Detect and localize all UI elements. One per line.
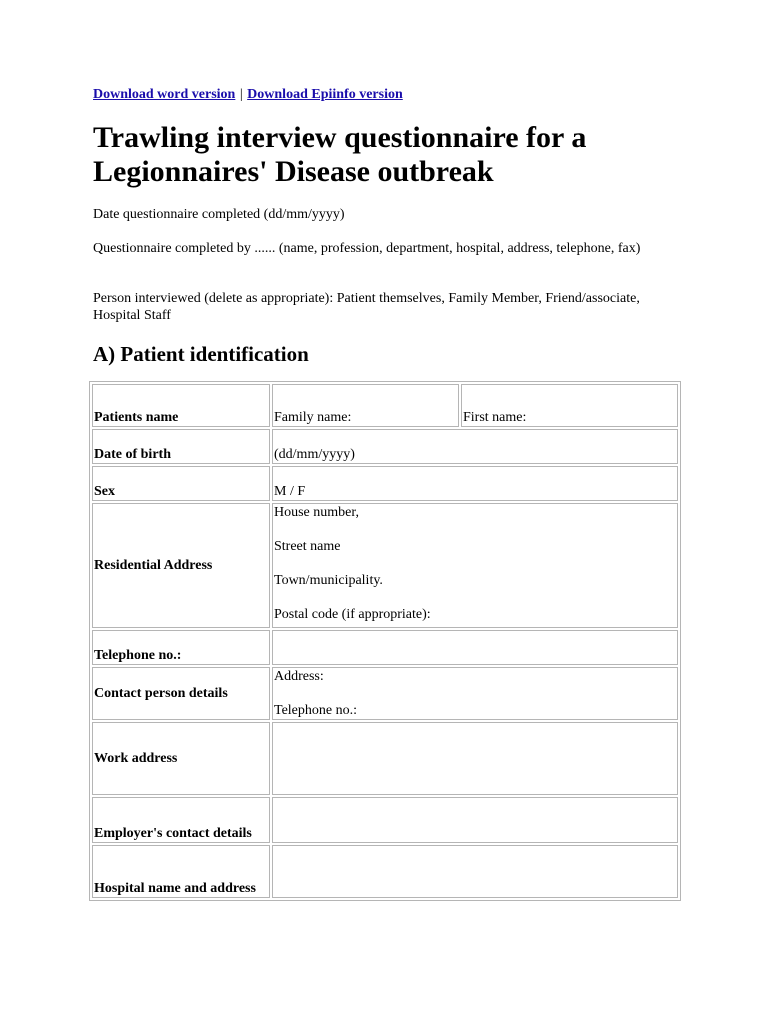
sex-label: Sex <box>92 466 270 501</box>
section-a-heading: A) Patient identification <box>93 342 309 366</box>
sex-field[interactable]: M / F <box>272 466 678 501</box>
telephone-field[interactable] <box>272 630 678 665</box>
contact-line: Telephone no.: <box>274 703 357 718</box>
download-links <box>93 87 403 103</box>
employer-contact-label: Employer's contact details <box>92 797 270 843</box>
page-title: Trawling interview questionnaire for a Legionnaires' Disease outbreak <box>93 121 587 188</box>
patient-identification-table <box>89 381 681 901</box>
date-of-birth-label: Date of birth <box>92 429 270 464</box>
table-row <box>92 845 678 898</box>
residential-address-field[interactable] <box>272 503 678 628</box>
address-line: Postal code (if appropriate): <box>274 607 431 622</box>
hospital-name-label: Hospital name and address <box>92 845 270 898</box>
patients-name-label: Patients name <box>92 384 270 427</box>
family-name-field[interactable]: Family name: <box>272 384 459 427</box>
work-address-field[interactable] <box>272 722 678 795</box>
person-interviewed-text: Person interviewed (delete as appropriate): Patient themselves, Family Member, Friend/associate, Hospital Staff <box>93 291 640 323</box>
first-name-field[interactable]: First name: <box>461 384 678 427</box>
work-address-label: Work address <box>92 722 270 795</box>
address-line: Town/municipality. <box>274 573 383 588</box>
contact-person-field[interactable] <box>272 667 678 720</box>
download-epiinfo-link[interactable]: Download Epiinfo version <box>247 87 403 102</box>
residential-address-label: Residential Address <box>92 503 270 628</box>
download-word-link[interactable]: Download word version <box>93 87 236 102</box>
table-row <box>92 466 678 501</box>
table-row <box>92 503 678 628</box>
table-row <box>92 667 678 720</box>
contact-line: Address: <box>274 669 324 684</box>
table-row <box>92 722 678 795</box>
table-row <box>92 429 678 464</box>
table-row <box>92 384 678 427</box>
employer-contact-field[interactable] <box>272 797 678 843</box>
date-completed-text: Date questionnaire completed (dd/mm/yyyy) <box>93 207 345 222</box>
completed-by-text: Questionnaire completed by ...... (name, profession, department, hospital, address, telephone, fax) <box>93 241 641 256</box>
address-line: Street name <box>274 539 341 554</box>
telephone-label: Telephone no.: <box>92 630 270 665</box>
table-row <box>92 630 678 665</box>
hospital-name-field[interactable] <box>272 845 678 898</box>
link-separator: | <box>239 87 243 102</box>
contact-person-label: Contact person details <box>92 667 270 720</box>
address-line: House number, <box>274 505 359 520</box>
date-of-birth-field[interactable]: (dd/mm/yyyy) <box>272 429 678 464</box>
table-row <box>92 797 678 843</box>
